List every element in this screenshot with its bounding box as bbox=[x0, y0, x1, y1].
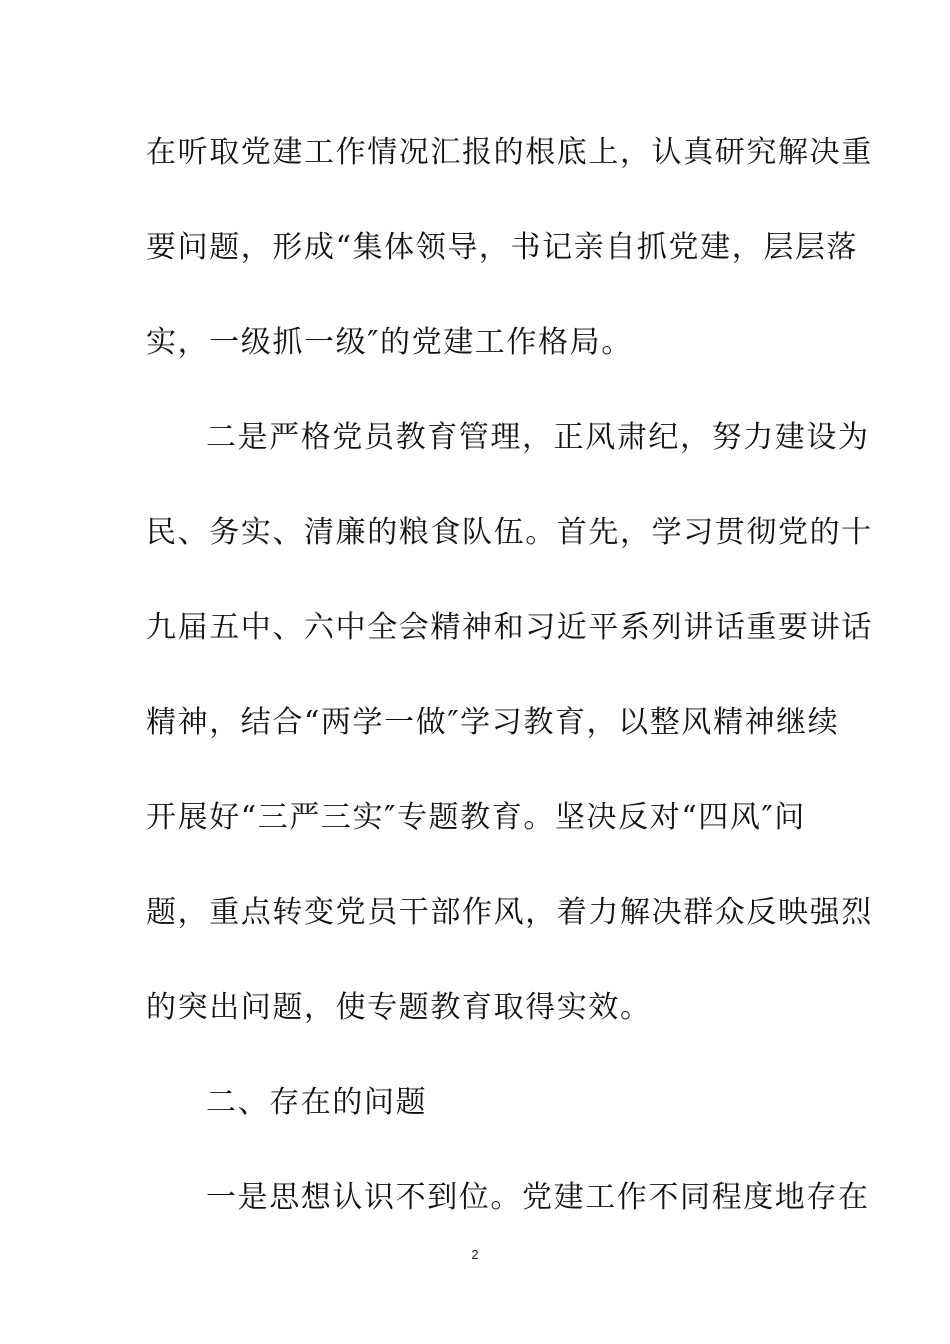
paragraph-start-line: 一是思想认识不到位。党建工作不同程度地存在 bbox=[206, 1180, 870, 1215]
text-line: 民、务实、清廉的粮食队伍。首先，学习贯彻党的十 bbox=[146, 515, 873, 550]
text-line: 实，一级抓一级″的党建工作格局。 bbox=[146, 325, 633, 360]
section-heading: 二、存在的问题 bbox=[206, 1085, 428, 1120]
text-line: 开展好“三严三实″专题教育。坚决反对“四风″问 bbox=[146, 800, 806, 835]
text-line: 题，重点转变党员干部作风，着力解决群众反映强烈 bbox=[146, 895, 873, 930]
text-line: 要问题，形成“集体领导，书记亲自抓党建，层层落 bbox=[146, 230, 859, 265]
text-line: 的突出问题，使专题教育取得实效。 bbox=[146, 990, 652, 1025]
text-line: 九届五中、六中全会精神和习近平系列讲话重要讲话 bbox=[146, 610, 873, 645]
body-text bbox=[146, 125, 873, 1265]
text-line: 在听取党建工作情况汇报的根底上，认真研究解决重 bbox=[146, 135, 873, 170]
paragraph-start-line: 二是严格党员教育管理，正风肃纪，努力建设为 bbox=[206, 420, 870, 455]
text-line: 精神，结合“两学一做″学习教育，以整风精神继续 bbox=[146, 705, 840, 740]
page-number: 2 bbox=[471, 1247, 479, 1262]
